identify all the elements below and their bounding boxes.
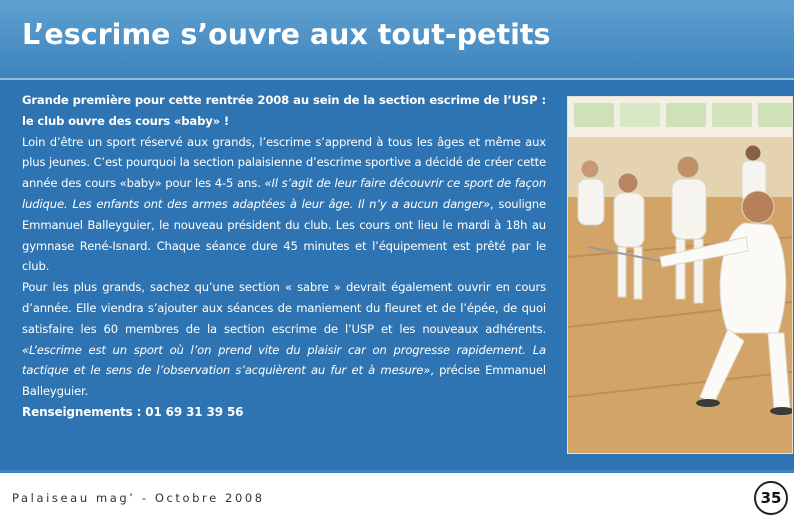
paragraph-1-quote: «Il s’agit de leur faire découvrir ce sport de façon ludique. Les enfants ont des armes adaptées à leur âge. Il n’y a aucun danger»	[22, 176, 546, 211]
article-paragraph-2	[22, 277, 546, 402]
paragraph-2-text-a: Pour les plus grands, sachez qu’une section « sabre » devrait également ouvrir en cours d’année. Elle viendra s’ajouter aux séances de maniement du fleuret et de l’épée, de quoi satisfaire les 60 membres de la section escrime de l’USP et les nouveaux adhérents.	[22, 280, 546, 336]
fencing-children-photo	[567, 96, 793, 454]
page-title: L’escrime s’ouvre aux tout-petits	[22, 18, 551, 51]
paragraph-1-text-b: , souligne Emmanuel Balleyguier, le nouveau président du club. Les cours ont lieu le mardi à 18h au gymnase René-Isnard. Chaque séance dure 45 minutes et l’équipement est prêté par le club.	[22, 196, 546, 274]
article-body	[22, 90, 546, 423]
page-number-badge: 35	[754, 481, 788, 515]
article-lead: Grande première pour cette rentrée 2008 au sein de la section escrime de l’USP : le club ouvre des cours «baby» !	[22, 93, 546, 128]
contact-info: Renseignements : 01 69 31 39 56	[22, 404, 244, 419]
fencing-photo-illustration	[568, 97, 792, 453]
magazine-footer: Palaiseau mag’ - Octobre 2008	[12, 491, 265, 505]
article-paragraph-1	[22, 132, 546, 278]
paragraph-2-text-b: , précise Emmanuel Balleyguier.	[22, 363, 546, 399]
paragraph-1-text-a: Loin d’être un sport réservé aux grands, l’escrime s’apprend à tous les âges et même aux plus jeunes. C’est pourquoi la section palaisienne d’escrime sportive a décidé de créer cette année des cours «baby» pour les 4-5 ans.	[22, 134, 546, 191]
article-panel	[0, 80, 794, 470]
footer-divider	[0, 470, 794, 473]
paragraph-2-quote: «L’escrime est un sport où l’on prend vite du plaisir car on progresse rapidement. La tactique et le sens de l’observation s’acquièrent au fur et à mesure»	[22, 342, 546, 378]
article-header	[0, 0, 794, 78]
